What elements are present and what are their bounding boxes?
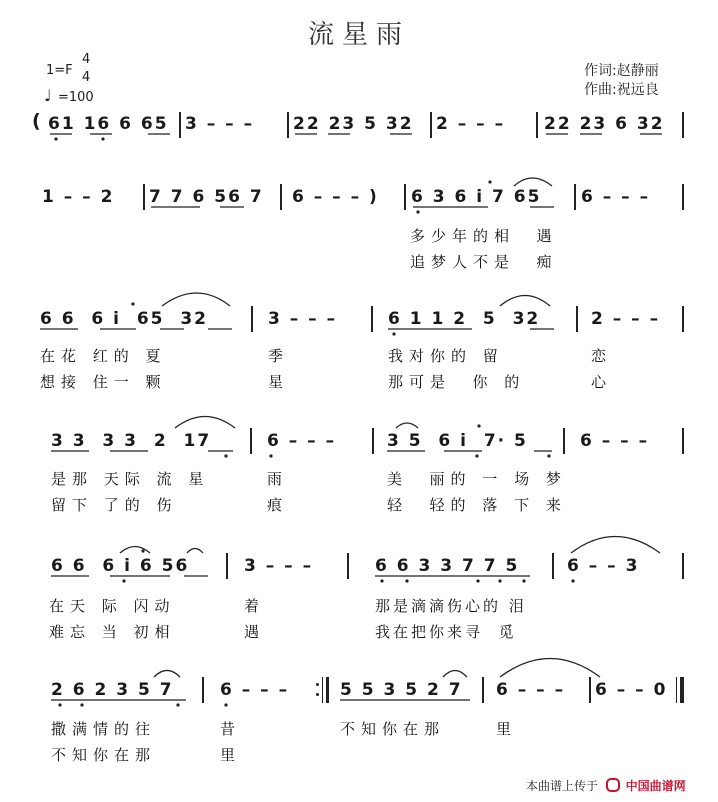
time-signature-top: 4 (82, 52, 91, 67)
repeat-sign (318, 677, 332, 703)
barline (202, 677, 204, 703)
octave-dot (122, 579, 125, 582)
measure: 6 – – 0 (595, 680, 668, 700)
lyricist: 作词:赵静丽 (584, 63, 659, 79)
barline (552, 553, 554, 579)
lyric-line: 多少年的相 遇 (410, 227, 558, 245)
octave-dot (405, 579, 408, 582)
measure: 6 3 6 i 7 65 (411, 187, 542, 207)
lyric-line: 季 (268, 347, 284, 365)
measure: 6 6 6 i 6 56 (51, 556, 190, 576)
lyric-line: 在天 际 闪动 (49, 597, 176, 615)
barline (250, 428, 252, 454)
barline (251, 306, 253, 332)
slur (443, 671, 467, 678)
slur (154, 671, 180, 678)
tempo-marking: =100 (58, 90, 94, 105)
slur (120, 547, 150, 554)
barline (536, 112, 538, 138)
octave-dot (522, 579, 525, 582)
lyric-line: 痕 (267, 496, 283, 514)
lyric-line: 我在把你来寻 觅 (375, 623, 517, 641)
lyric-line: 遇 (244, 623, 260, 641)
octave-dot (54, 137, 57, 140)
lyric-line: 留下 了的 伤 (51, 496, 178, 514)
barline (372, 428, 374, 454)
slur (187, 549, 203, 554)
measure: 6 – – – (220, 680, 290, 700)
octave-dot (416, 210, 419, 213)
time-signature-bottom: 4 (82, 70, 91, 85)
lyric-line: 心 (591, 373, 607, 391)
measure: 22 23 6 32 (544, 114, 665, 134)
barline (280, 184, 282, 210)
octave-dot (131, 302, 134, 305)
lyric-line: 我对你的 留 (388, 347, 504, 365)
barline (143, 184, 145, 210)
measure: 6 – – – ) (292, 187, 379, 207)
barline (589, 677, 591, 703)
barline (563, 428, 565, 454)
barline (682, 184, 684, 210)
lyric-line: 恋 (591, 347, 607, 365)
quarter-note-icon: ♩ (44, 86, 52, 105)
octave-dot (488, 180, 491, 183)
lyric-line: 难忘 当 初相 (49, 623, 176, 641)
slur (162, 293, 230, 306)
slur (500, 659, 600, 678)
barline (226, 553, 228, 579)
key-signature: 1=F (46, 63, 73, 78)
composer: 作曲:祝远良 (584, 82, 659, 98)
site-logo-icon (606, 778, 620, 792)
barline (404, 184, 406, 210)
site-name[interactable]: 中国曲谱网 (625, 779, 686, 793)
lyric-line: 撒满情的往 (51, 720, 157, 738)
upload-notice (526, 777, 686, 794)
slur (514, 178, 552, 186)
open-paren: ( (32, 110, 41, 132)
octave-dot (101, 137, 104, 140)
barline (347, 553, 349, 579)
slur (571, 537, 660, 554)
lyric-line: 追梦人不是 痴 (410, 253, 558, 271)
slur (500, 296, 550, 307)
octave-dot (269, 454, 272, 457)
measure: 3 – – – (268, 309, 338, 329)
measure: 3 5 6 i 7· 5 (387, 431, 528, 451)
octave-dot (571, 579, 574, 582)
measure: 2 6 2 3 5 7 (51, 680, 174, 700)
lyric-line: 不知你在那 (340, 720, 446, 738)
lyric-line: 是那 天际 流 星 (51, 470, 210, 488)
barline (482, 677, 484, 703)
barline (682, 428, 684, 454)
lyric-line: 在花 红的 夏 (40, 347, 167, 365)
measure: 1 – – 2 (42, 187, 115, 207)
lyric-line: 想接 住一 颗 (40, 373, 167, 391)
measure: 2 – – – (591, 309, 661, 329)
final-barline (676, 677, 686, 703)
measure: 6 6 6 i 65 32 (40, 309, 208, 329)
octave-dot (498, 579, 501, 582)
barline (682, 112, 684, 138)
octave-dot (476, 579, 479, 582)
measure: 6 – – – (580, 431, 650, 451)
lyric-line: 昔 (220, 720, 236, 738)
measure: 61 16 6 65 (48, 114, 169, 134)
measure: 6 6 3 3 7 7 5 (375, 556, 520, 576)
octave-dot (58, 703, 61, 706)
measure: 2 – – – (436, 114, 506, 134)
lyric-line: 里 (496, 720, 512, 738)
barline (682, 306, 684, 332)
lyric-line: 雨 (267, 470, 283, 488)
barline (430, 112, 432, 138)
lyric-line: 星 (268, 373, 284, 391)
measure: 6 – – 3 (567, 556, 640, 576)
slur (396, 423, 418, 428)
octave-dot (141, 549, 144, 552)
barline (682, 553, 684, 579)
octave-dot (176, 703, 179, 706)
credits (584, 62, 659, 100)
lyric-line: 不知你在那 (51, 746, 157, 764)
barline (576, 306, 578, 332)
lyric-line: 美 丽的 一 场 梦 (387, 470, 567, 488)
barline (287, 112, 289, 138)
lyric-line: 里 (220, 746, 236, 764)
measure: 6 1 1 2 5 32 (388, 309, 541, 329)
measure: 7 7 6 56 7 (149, 187, 264, 207)
measure: 22 23 5 32 (293, 114, 414, 134)
song-title: 流星雨 (307, 20, 410, 50)
barline (371, 306, 373, 332)
measure: 5 5 3 5 2 7 (340, 680, 463, 700)
slur (175, 417, 235, 429)
measure: 3 – – – (244, 556, 314, 576)
lyric-line: 那是滴滴伤心的 泪 (375, 597, 527, 615)
octave-dot (392, 332, 395, 335)
uploaded-label: 本曲谱上传于 (526, 779, 599, 793)
octave-dot (224, 703, 227, 706)
measure: 6 – – – (267, 431, 337, 451)
measure: 6 – – – (581, 187, 651, 207)
measure: 3 – – – (185, 114, 255, 134)
octave-dot (477, 424, 480, 427)
octave-dot (547, 454, 550, 457)
barline (179, 112, 181, 138)
barline (574, 184, 576, 210)
measure: 3 3 3 3 2 17 (51, 431, 212, 451)
measure: 6 – – – (496, 680, 566, 700)
lyric-line: 着 (244, 597, 260, 615)
lyric-line: 那可是 你 的 (388, 373, 526, 391)
octave-dot (380, 579, 383, 582)
octave-dot (475, 454, 478, 457)
octave-dot (80, 703, 83, 706)
lyric-line: 轻 轻的 落 下 来 (387, 496, 567, 514)
octave-dot (224, 454, 227, 457)
